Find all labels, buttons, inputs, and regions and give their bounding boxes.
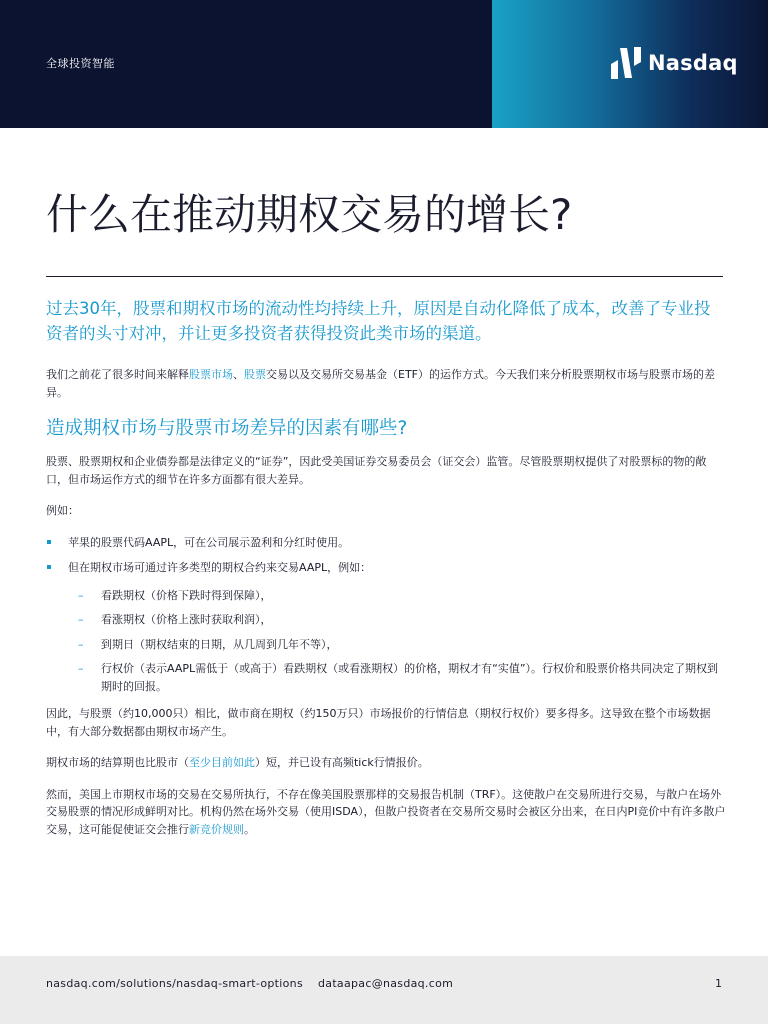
para3-text-2: ）短，并已设有高频tick行情报价。: [255, 756, 429, 769]
intro-text-2: 交易以及交易所交易基金（ETF）的运作方式。今天我们来分析股票期权市场与股票市场的差异。: [46, 368, 715, 399]
para4-text-2: 。: [244, 822, 255, 836]
body-paragraph-2: 因此，与股票（约10,000只）相比，做市商在期权（约150万只）市场报价的行情信息（期权行权价）要多得多。这导致在整个市场数据中，有大部分数据都由期权市场产生。: [46, 707, 711, 738]
title-divider: [46, 276, 723, 277]
page-number: 1: [715, 977, 722, 990]
at-least-for-now-link[interactable]: 至少目前如此: [189, 756, 255, 769]
para4-text-1: 然而，美国上市期权市场的交易在交易所执行，不存在像美国股票那样的交易报告机制（TRF）。这使散户在交易所进行交易，与散户在场外交易股票的情况形成鲜明对比。机构仍然在场外交易（使用ISDA），但散户投资者在交易所交易时会被区分出来，在日内PI竞价中有许多散户交易，这可能促使证交会推行: [46, 787, 726, 836]
article-body: [46, 366, 726, 852]
lead-paragraph: 过去30年，股票和期权市场的流动性均持续上升，原因是自动化降低了成本，改善了专业投资者的头寸对冲，并让更多投资者获得投资此类市场的渠道。: [46, 299, 711, 343]
sub-list-item: – 看跌期权（价格下跌时得到保障），: [68, 587, 726, 605]
example-label: 例如：: [46, 504, 79, 517]
bullet-item: [46, 559, 726, 695]
section-heading: 造成期权市场与股票市场差异的因素有哪些?: [46, 418, 408, 439]
sub-list-item: – 行权价（表示AAPL需低于（或高于）看跌期权（或看涨期权）的价格，期权才有“实值”）。行权价和股票价格共同决定了期权到期时的回报。: [68, 660, 726, 695]
intro-paragraph: [46, 366, 726, 401]
bullet-item: 苹果的股票代码AAPL，可在公司展示盈利和分红时使用。: [46, 534, 726, 552]
logo-wordmark: Nasdaq: [648, 51, 738, 75]
bullet-item-text: 但在期权市场可通过许多类型的期权合约来交易AAPL，例如：: [68, 561, 372, 574]
footer-url-link[interactable]: nasdaq.com/solutions/nasdaq-smart-options: [46, 977, 303, 990]
page-footer: [0, 956, 768, 1024]
intro-text-1: 我们之前花了很多时间来解释: [46, 368, 189, 381]
sub-list-item: – 看涨期权（价格上涨时获取利润），: [68, 611, 726, 629]
new-auction-rules-link[interactable]: 新竞价规则: [189, 822, 244, 836]
body-paragraph-3: [46, 754, 726, 772]
stock-market-link[interactable]: 股票市场: [189, 368, 233, 381]
body-paragraph-1: 股票、股票期权和企业债券都是法律定义的“证券”，因此受美国证券交易委员会（证交会）监管。尽管股票期权提供了对股票标的物的敞口，但市场运作方式的细节在许多方面都有很大差异。: [46, 455, 707, 486]
footer-email-link[interactable]: dataapac@nasdaq.com: [318, 977, 454, 990]
body-paragraph-4: [46, 786, 726, 839]
page-header: [0, 0, 768, 128]
nasdaq-mark-icon: [609, 46, 643, 80]
bullet-list: [46, 534, 726, 696]
nasdaq-logo[interactable]: [609, 46, 738, 80]
header-kicker: 全球投资智能: [46, 57, 115, 70]
intro-separator: 、: [233, 368, 244, 381]
stocks-link[interactable]: 股票: [244, 368, 266, 381]
page-title: 什么在推动期权交易的增长?: [46, 190, 573, 239]
para3-text-1: 期权市场的结算期也比股市（: [46, 756, 189, 769]
sub-list: [68, 587, 726, 696]
sub-list-item: – 到期日（期权结束的日期，从几周到几年不等），: [68, 636, 726, 654]
